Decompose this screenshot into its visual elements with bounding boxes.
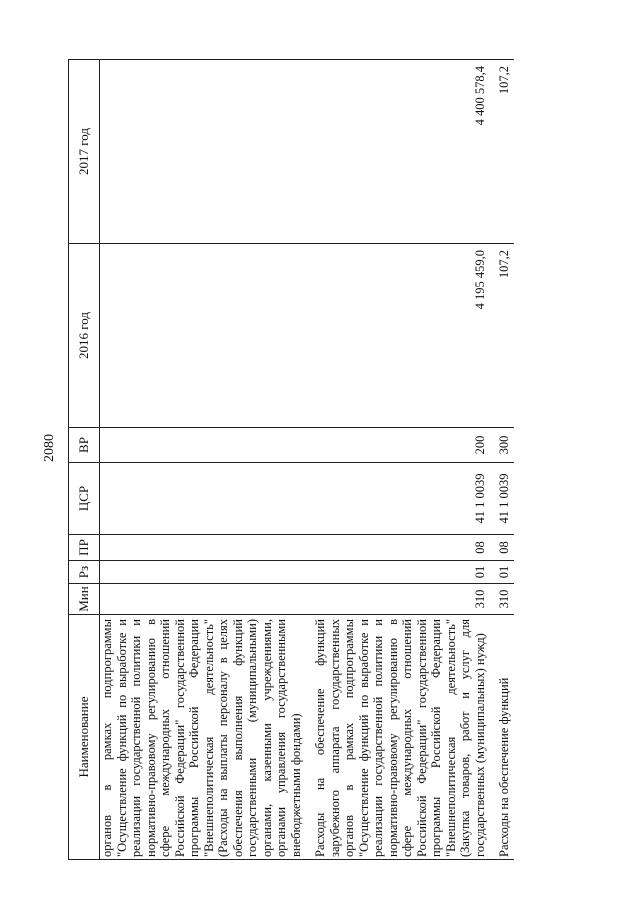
row-rz (100, 561, 308, 584)
table-row (307, 60, 491, 860)
row-pr (100, 535, 308, 561)
row-vr (100, 428, 308, 463)
row-name: Расходы на обеспечение функций зарубежного аппарата государственных органов в рамках подпрограммы "Осуществление функций по выработке и реализации государственной политики и нормативно-правовому регулированию в сфере международных отношений Российской Федерации" государственной программы Российской Федерации "Внешнеполитическая деятельность" (Закупка товаров, работ и услуг для государственных (муниципальных) нужд) (307, 615, 491, 860)
row-pr: 08 (307, 535, 491, 561)
header-name: Наименование (69, 615, 100, 860)
header-csr: ЦСР (69, 463, 100, 535)
rotated-page-content (68, 60, 628, 860)
row-2017: 4 400 578,4 (307, 60, 491, 244)
header-2017: 2017 год (69, 60, 100, 244)
row-2017: 107,2 (491, 60, 514, 244)
row-csr (100, 463, 308, 535)
row-csr: 41 1 0039 (307, 463, 491, 535)
header-vr: ВР (69, 428, 100, 463)
row-min: 310 (491, 584, 514, 615)
row-name: органов в рамках подпрограммы "Осуществление функций по выработке и реализации государственной политики и нормативно-правовому регулированию в сфере международных отношений Российской Федерации" государственной программы Российской Федерации "Внешнеполитическая деятельность" (Расходы на выплаты персоналу в целях обеспечения выполнения функций государственными (муниципальными) органами, казенными учреждениями, органами управления государственными внебюджетными фондами) (100, 615, 308, 860)
header-rz: Рз (69, 561, 100, 584)
header-pr: ПР (69, 535, 100, 561)
header-min: Мин (69, 584, 100, 615)
row-csr: 41 1 0039 (491, 463, 514, 535)
row-vr: 200 (307, 428, 491, 463)
row-vr: 300 (491, 428, 514, 463)
row-2016: 107,2 (491, 244, 514, 428)
table-row (100, 60, 308, 860)
row-2016 (100, 244, 308, 428)
row-rz: 01 (491, 561, 514, 584)
row-2017 (100, 60, 308, 244)
table-row (491, 60, 514, 860)
budget-table (68, 59, 514, 860)
table-header-row (69, 60, 100, 860)
row-name: Расходы на обеспечение функций (491, 615, 514, 860)
header-2016: 2016 год (69, 244, 100, 428)
row-pr: 08 (491, 535, 514, 561)
row-min: 310 (307, 584, 491, 615)
row-min (100, 584, 308, 615)
row-2016: 4 195 459,0 (307, 244, 491, 428)
page-number: 2080 (42, 434, 57, 462)
row-rz: 01 (307, 561, 491, 584)
